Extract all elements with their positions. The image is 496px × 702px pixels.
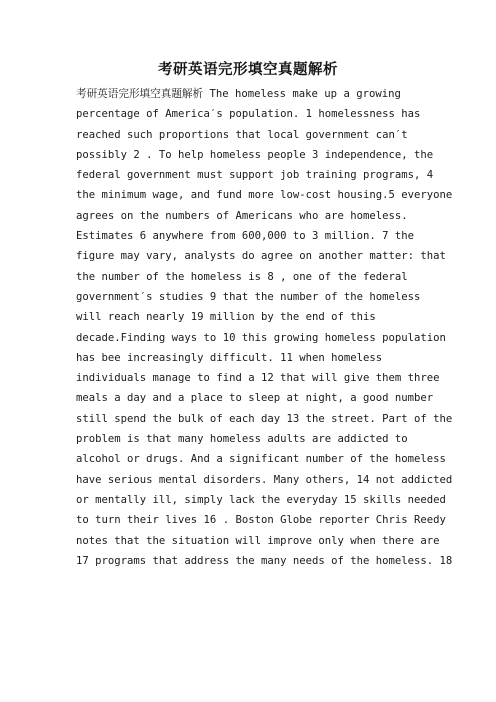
text-line: have serious mental disorders. Many others, 14 not addicted [76, 473, 453, 486]
text-line: will reach nearly 19 million by the end of this [76, 311, 376, 324]
text-line: reached such proportions that local government can′t [76, 128, 408, 141]
text-line: agrees on the numbers of Americans who are homeless. [76, 209, 408, 222]
text-line: the number of the homeless is 8 , one of the federal [76, 270, 408, 283]
line-text: The homeless make up a growing [203, 88, 401, 100]
text-line: individuals manage to find a 12 that will give them three [76, 372, 440, 385]
text-line: decade.Finding ways to 10 this growing homeless population [76, 331, 446, 344]
text-line: government′s studies 9 that the number of the homeless [76, 290, 421, 303]
lead-text: 考研英语完形填空真题解析 [76, 88, 204, 100]
document-body [76, 84, 453, 571]
text-line: figure may vary, analysts do agree on another matter: that [76, 250, 446, 263]
text-line [76, 84, 424, 104]
text-line: possibly 2 . To help homeless people 3 independence, the [76, 148, 434, 161]
text-line: federal government must support job training programs, 4 [76, 169, 434, 182]
text-line: problem is that many homeless adults are addicted to [76, 433, 408, 446]
text-line: meals a day and a place to sleep at night, a good number [76, 392, 434, 405]
text-line: or mentally ill, simply lack the everyday 15 skills needed [76, 493, 446, 506]
text-line: alcohol or drugs. And a significant number of the homeless [76, 453, 446, 466]
text-line: still spend the bulk of each day 13 the street. Part of the [76, 412, 453, 425]
text-line: percentage of America′s population. 1 homelessness has [76, 108, 421, 121]
text-line: Estimates 6 anywhere from 600,000 to 3 million. 7 the [76, 230, 415, 243]
text-line: the minimum wage, and fund more low-cost housing.5 everyone [76, 189, 453, 202]
text-line: 17 programs that address the many needs of the homeless. 18 [76, 554, 453, 567]
document-title: 考研英语完形填空真题解析 [158, 62, 338, 78]
text-line: notes that the situation will improve only when there are [76, 534, 440, 547]
text-line: has bee increasingly difficult. 11 when homeless [76, 351, 383, 364]
text-line: to turn their lives 16 . Boston Globe reporter Chris Reedy [76, 514, 446, 527]
